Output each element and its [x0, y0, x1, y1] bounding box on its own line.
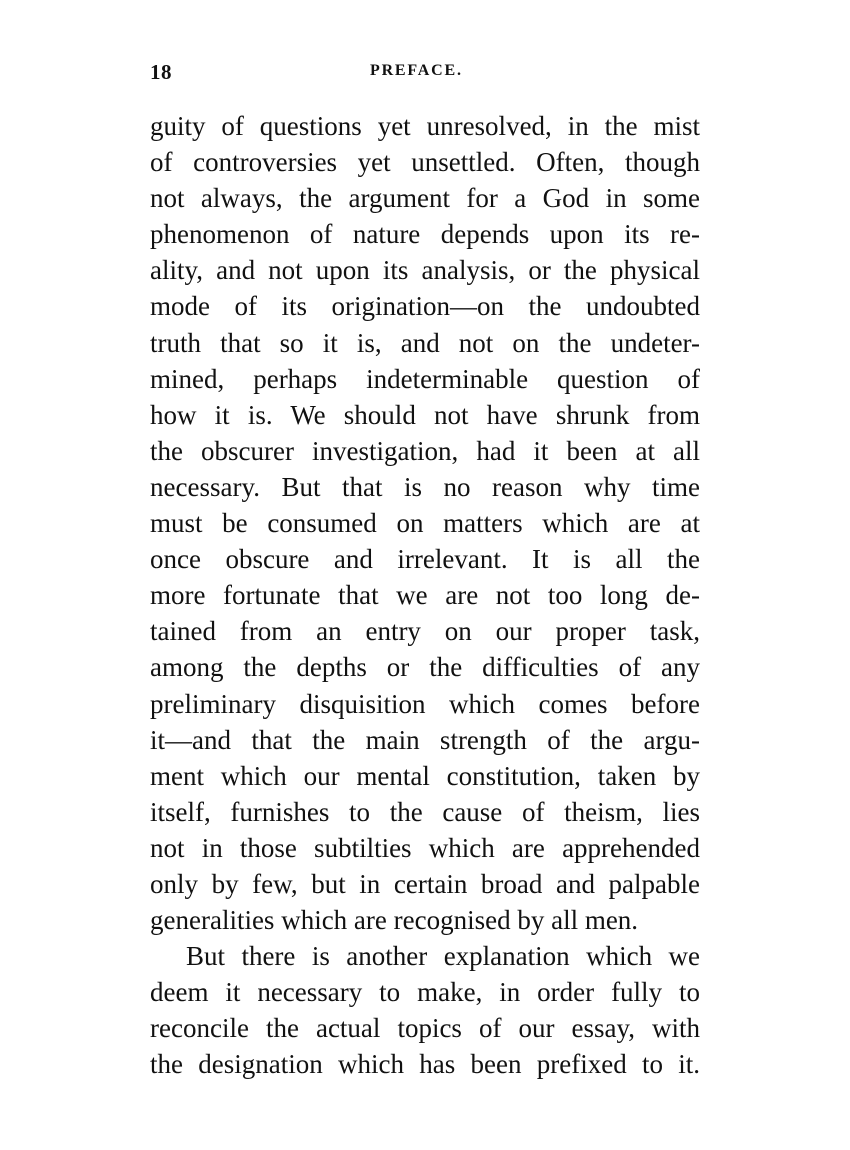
page-number: 18	[150, 60, 172, 84]
text-line: ality, and not upon its analysis, or the physical	[150, 255, 700, 286]
text-line: ment which our mental constitution, taken by	[150, 760, 700, 791]
text-line: not in those subtilties which are apprehended	[150, 832, 700, 863]
text-line: once obscure and irrelevant. It is all the	[150, 544, 700, 575]
text-line: tained from an entry on our proper task,	[150, 616, 700, 647]
text-line: more fortunate that we are not too long de-	[150, 580, 700, 611]
text-line: how it is. We should not have shrunk from	[150, 399, 700, 430]
text-line: mined, perhaps indeterminable question of	[150, 363, 700, 394]
text-line: guity of questions yet unresolved, in the mist	[150, 111, 700, 141]
text-line: only by few, but in certain broad and palpable	[150, 868, 700, 899]
paragraph-2	[150, 938, 700, 1082]
text-line: of controversies yet unsettled. Often, though	[150, 147, 700, 178]
text-line: But there is another explanation which we	[186, 941, 700, 972]
text-line: necessary. But that is no reason why time	[150, 471, 700, 502]
text-line: phenomenon of nature depends upon its re-	[150, 219, 700, 250]
text-line: not always, the argument for a God in some	[150, 183, 700, 214]
text-line: deem it necessary to make, in order fully to	[150, 977, 700, 1008]
text-line: itself, furnishes to the cause of theism, lies	[150, 796, 700, 827]
text-line: the obscurer investigation, had it been at all	[150, 435, 700, 466]
text-line: among the depths or the difficulties of any	[150, 652, 700, 683]
running-title: PREFACE.	[370, 62, 463, 79]
text-line: mode of its origination—on the undoubted	[150, 291, 700, 322]
text-line: it—and that the main strength of the argu-	[150, 724, 700, 755]
text-line: the designation which has been prefixed to it.	[150, 1049, 700, 1080]
text-line: preliminary disquisition which comes before	[150, 688, 700, 719]
text-line: truth that so it is, and not on the undeter-	[150, 327, 700, 358]
text-line: must be consumed on matters which are at	[150, 508, 700, 539]
text-line: generalities which are recognised by all men.	[150, 905, 639, 936]
body-text	[150, 108, 700, 1083]
paragraph-1	[150, 108, 700, 938]
running-head	[150, 60, 700, 90]
text-line: reconcile the actual topics of our essay, with	[150, 1013, 700, 1044]
